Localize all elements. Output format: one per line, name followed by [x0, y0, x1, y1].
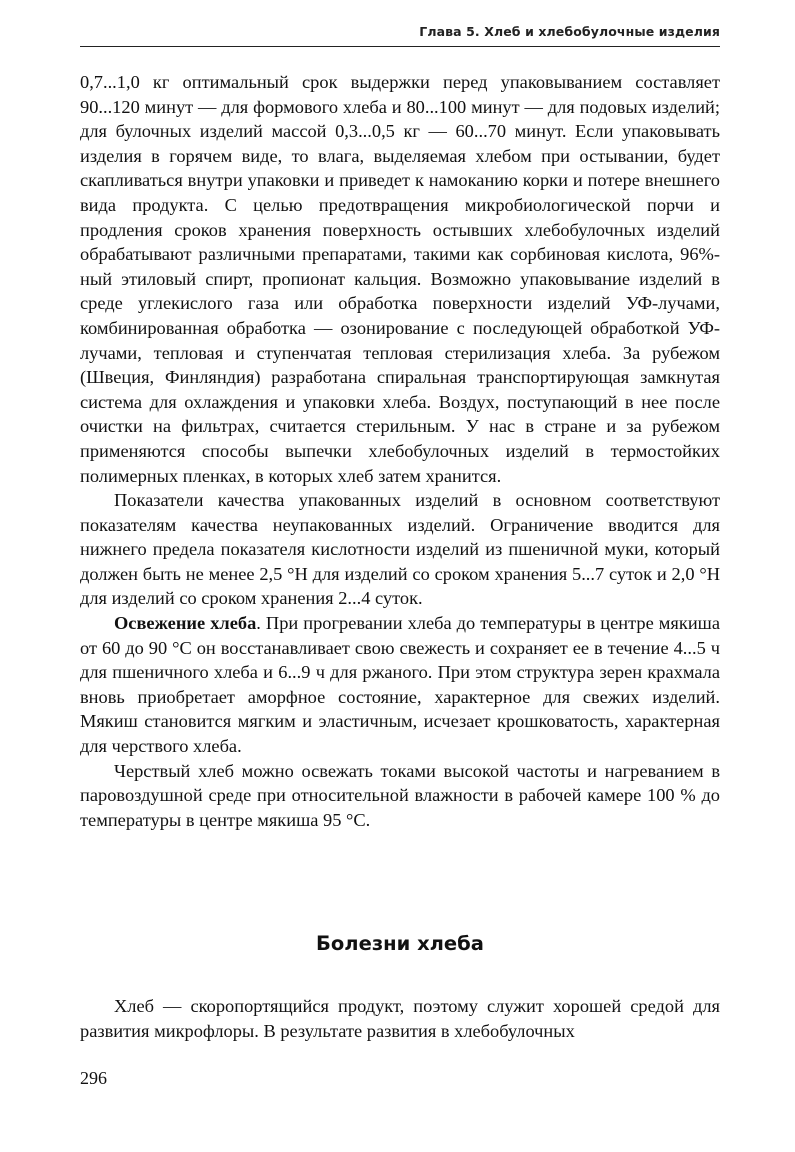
- paragraph-stale-bread: Черствый хлеб можно освежать токами высокой частоты и нагреванием в паровоздушной среде при относительной влажности в рабочей камере 100 % до температуры в центре мякиша 95 °С.: [80, 760, 720, 830]
- page-number: 296: [80, 1068, 107, 1088]
- header-rule: [80, 46, 720, 47]
- paragraph-quality: Показатели качества упакованных изделий в основном соответствуют показателям качества неупакованных изделий. Ограничение вводится для нижнего предела показателя кислотности изделий из пшеничной муки, который должен быть не менее 2,5 °Н для изделий со сроком хранения 5...7 суток и 2,0 °Н для изделий со сроком хранения 2...4 суток.: [80, 490, 720, 609]
- paragraph-lead: Освежение хлеба: [114, 613, 257, 634]
- paragraph-diseases: Хлеб — скоропортящийся продукт, поэтому служит хорошей средой для развития микрофлоры. В результате развития в хлебобулочных: [80, 996, 720, 1041]
- section-text: [80, 994, 720, 1043]
- main-text: [80, 70, 720, 832]
- paragraph-storage: 0,7...1,0 кг оптимальный срок выдержки перед упаковыванием составляет 90...120 минут — для формового хлеба и 80...100 минут — для подовых изделий; для булочных изделий массой 0,3...0,5 кг — 60...70 минут. Если упаковывать изделия в горячем виде, то влага, выделяемая хлебом при остывании, будет скапливаться внутри упаковки и приведет к намоканию корки и потере внешнего вида продукта. С целью предотвращения микробиологической порчи и продления сроков хранения поверхность остывших хлебобулочных изделий обрабатывают различными препаратами, такими как сорбиновая кислота, 96%-ный этиловый спирт, пропионат кальция. Возможно упаковывание изделий в среде углекислого газа или обработка поверхности изделий УФ-лучами, комбинированная обработка — озонирование с последующей обработкой УФ-лучами, тепловая и ступенчатая тепловая стерилизация хлеба. За рубежом (Швеция, Финляндия) разработана спиральная транспортирующая замкнутая система для охлаждения и упаковки хлеба. Воздух, поступающий в нее после очистки на фильтрах, считается стерильным. У нас в стране и за рубежом применяются способы выпечки хлебобулочных изделий в термостойких полимерных пленках, в которых хлеб затем хранится.: [80, 72, 720, 486]
- paragraph-refreshing: [80, 611, 720, 759]
- running-head: Глава 5. Хлеб и хлебобулочные изделия: [419, 24, 720, 39]
- paragraph-refreshing-text: . При прогревании хлеба до температуры в центре мякиша от 60 до 90 °С он восстанавливает свою свежесть и сохраняет ее в течение 4...5 ч для пшеничного хлеба и 6...9 ч для ржаного. При этом структура зерен крахмала вновь приобретает аморфное состояние, характерное для свежих изделий. Мякиш становится мягким и эластичным, исчезает крошковатость, характерная для черствого хлеба.: [80, 613, 720, 757]
- section-heading: Болезни хлеба: [316, 932, 484, 955]
